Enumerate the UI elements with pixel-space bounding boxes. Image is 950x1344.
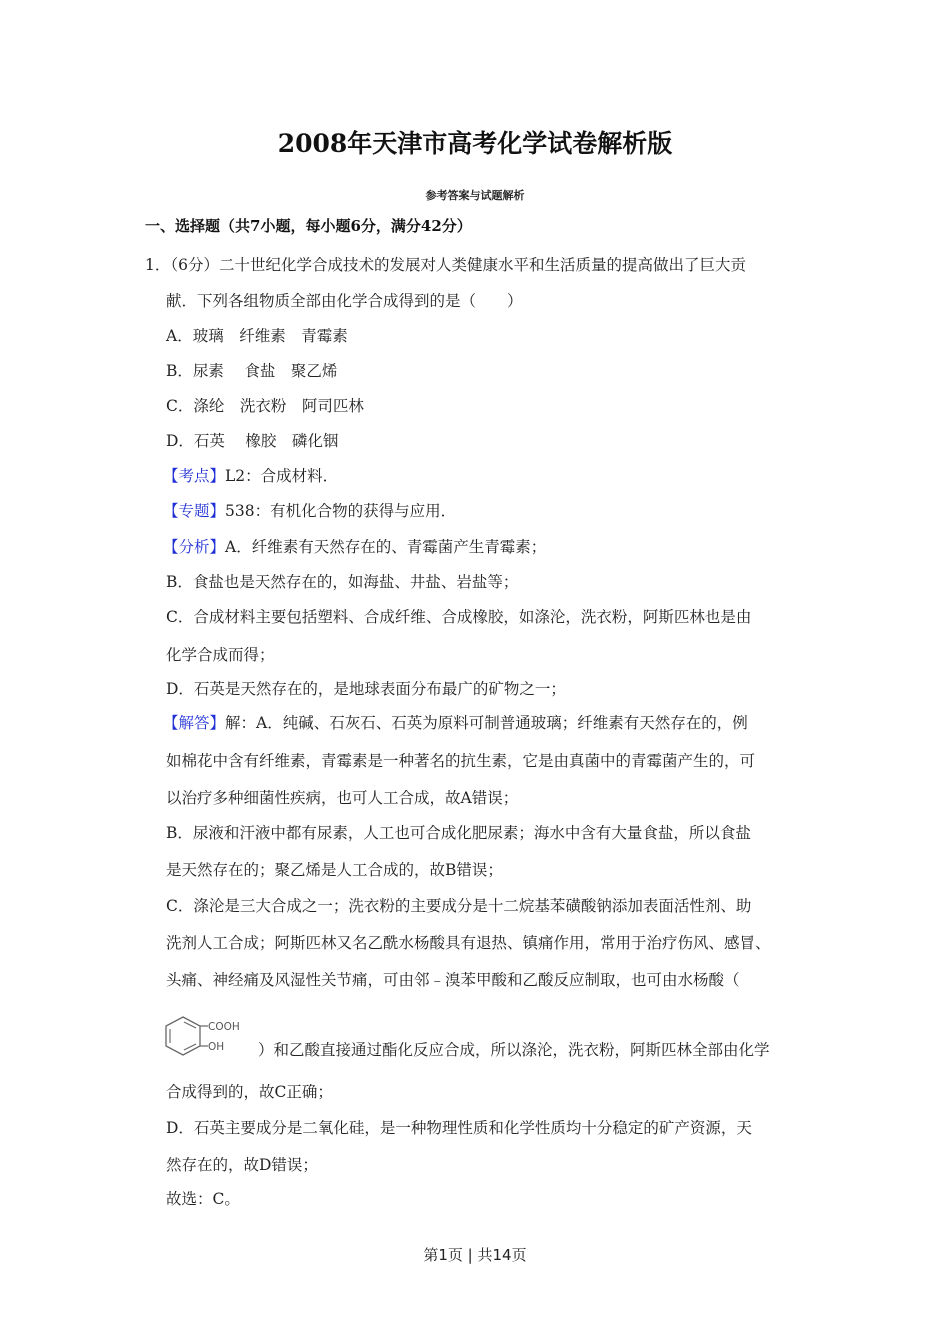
jieda-line-4: B．尿液和汗液中都有尿素，人工也可合成化肥尿素；海水中含有大量食盐，所以食盐	[166, 824, 751, 842]
jieda-line-10: 合成得到的，故C正确；	[166, 1083, 333, 1101]
jieda-line-6: C．涤沦是三大合成之一；洗衣粉的主要成分是十二烷基苯磺酸钠添加表面活性剂、助	[166, 897, 752, 915]
question-stem-line-2: 献．下列各组物质全部由化学合成得到的是（ ）	[166, 292, 523, 310]
fenxi-line-4: 化学合成而得；	[166, 646, 275, 664]
page-footer: 第1页 | 共14页	[423, 1246, 527, 1264]
fenxi-line-3: C．合成材料主要包括塑料、合成纤维、合成橡胶，如涤沦，洗衣粉，阿斯匹林也是由	[166, 608, 752, 626]
fenxi-line-5: D．石英是天然存在的，是地球表面分布最广的矿物之一；	[166, 680, 566, 698]
jieda-line-12: 然存在的，故D错误；	[166, 1156, 318, 1174]
option-b: B．尿素 食盐 聚乙烯	[166, 362, 338, 380]
jieda-tag: 【解答】	[163, 714, 226, 732]
page-title: 2008年天津市高考化学试卷解析版	[277, 129, 673, 158]
fenxi-line-2: B．食盐也是天然存在的，如海盐、井盐、岩盐等；	[166, 573, 519, 591]
jieda-line-1: 解：A．纯碱、石灰石、石英为原料可制普通玻璃；纤维素有天然存在的，例	[225, 714, 748, 732]
benzene-ring-icon	[164, 1014, 259, 1060]
salicylic-acid-structure	[164, 1014, 259, 1060]
svg-text:COOH: COOH	[208, 1021, 240, 1033]
kaodian-tag: 【考点】	[163, 467, 226, 485]
question-stem-line-1: 1．（6分）二十世纪化学合成技术的发展对人类健康水平和生活质量的提高做出了巨大贡	[145, 256, 746, 274]
jieda-line-3: 以治疗多种细菌性疾病，也可人工合成，故A错误；	[166, 789, 519, 807]
jieda-row	[163, 711, 748, 733]
section-heading: 一、选择题（共7小题，每小题6分，满分42分）	[145, 217, 472, 235]
fenxi-row	[163, 535, 546, 557]
jieda-line-8: 头痛、神经痛及风湿性关节痛，可由邻﹣溴苯甲酸和乙酸反应制取，也可由水杨酸（	[166, 971, 740, 989]
jieda-line-7: 洗剂人工合成；阿斯匹林又名乙酰水杨酸具有退热、镇痛作用，常用于治疗伤风、感冒、	[166, 934, 771, 952]
kaodian-row	[163, 464, 338, 486]
fenxi-line-1: A．纤维素有天然存在的、青霉菌产生青霉素；	[225, 538, 547, 556]
jieda-line-11: D．石英主要成分是二氧化硅，是一种物理性质和化学性质均十分稳定的矿产资源，天	[166, 1119, 752, 1137]
option-c: C．涤纶 洗衣粉 阿司匹林	[166, 397, 364, 415]
option-a: A．玻璃 纤维素 青霉素	[166, 327, 348, 345]
page-subtitle: 参考答案与试题解析	[425, 189, 525, 202]
kaodian-text: L2：合成材料．	[225, 467, 339, 485]
jieda-line-9: ）和乙酸直接通过酯化反应合成，所以涤沦，洗衣粉，阿斯匹林全部由化学	[258, 1041, 770, 1059]
zhuanti-row	[163, 499, 456, 521]
jieda-line-2: 如棉花中含有纤维素，青霉素是一种著名的抗生素，它是由真菌中的青霉菌产生的，可	[166, 752, 756, 770]
fenxi-tag: 【分析】	[163, 538, 226, 556]
option-d: D．石英 橡胶 磷化铟	[166, 432, 339, 450]
zhuanti-text: 538：有机化合物的获得与应用．	[225, 502, 457, 520]
jieda-line-5: 是天然存在的；聚乙烯是人工合成的，故B错误；	[166, 861, 503, 879]
svg-text:OH: OH	[208, 1041, 225, 1053]
jieda-line-13: 故选：C。	[166, 1190, 240, 1208]
zhuanti-tag: 【专题】	[163, 502, 226, 520]
